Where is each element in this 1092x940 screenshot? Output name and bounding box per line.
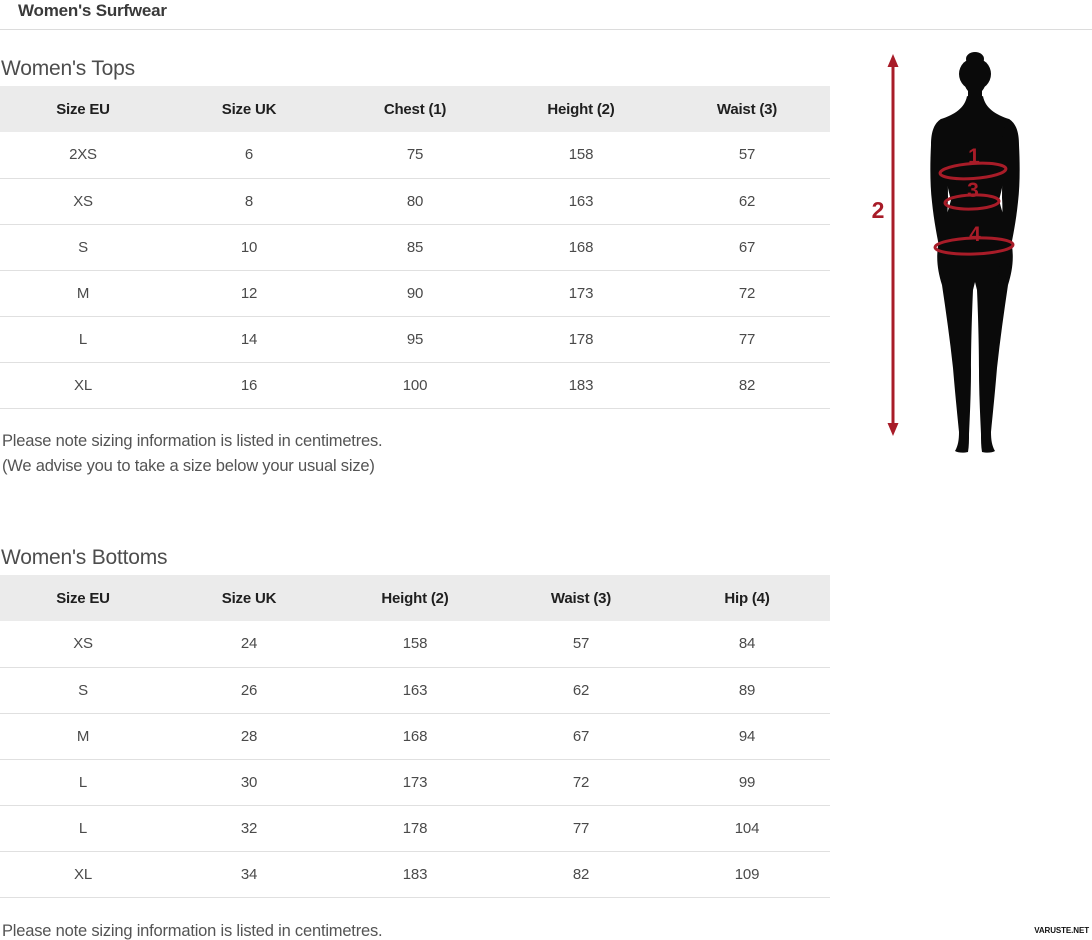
size-cell: 82 (664, 362, 830, 408)
size-cell: XL (0, 362, 166, 408)
table-row (0, 224, 830, 270)
size-cell: 163 (332, 667, 498, 713)
size-cell: 168 (332, 713, 498, 759)
size-cell: 183 (332, 851, 498, 897)
table-row (0, 270, 830, 316)
column-header-height: Height (2) (332, 575, 498, 621)
size-cell: 67 (498, 713, 664, 759)
column-header-hip: Hip (4) (664, 575, 830, 621)
table-row (0, 621, 830, 667)
watermark: VARUSTE.NET (1034, 926, 1089, 935)
height-arrow (888, 54, 899, 436)
size-cell: 85 (332, 224, 498, 270)
header-row (0, 575, 830, 621)
title-divider (0, 29, 1092, 30)
height-label: 2 (871, 197, 885, 223)
table-row (0, 178, 830, 224)
size-cell: 163 (498, 178, 664, 224)
size-cell: XS (0, 621, 166, 667)
size-cell: 168 (498, 224, 664, 270)
column-header-size-eu: Size EU (0, 86, 166, 132)
size-cell: L (0, 759, 166, 805)
size-cell: 90 (332, 270, 498, 316)
bottoms-size-table (0, 575, 830, 898)
size-cell: 16 (166, 362, 332, 408)
size-cell: L (0, 316, 166, 362)
size-cell: 82 (498, 851, 664, 897)
page-title: Women's Surfwear (18, 1, 167, 20)
column-header-waist: Waist (3) (498, 575, 664, 621)
table-row (0, 132, 830, 178)
size-cell: 8 (166, 178, 332, 224)
column-header-size-uk: Size UK (166, 575, 332, 621)
female-silhouette-diagram (858, 50, 1092, 460)
size-cell: 6 (166, 132, 332, 178)
bottoms-note (2, 919, 382, 940)
size-cell: 14 (166, 316, 332, 362)
table-row (0, 316, 830, 362)
column-header-waist: Waist (3) (664, 86, 830, 132)
size-cell: 57 (498, 621, 664, 667)
bottoms-table-header (0, 575, 830, 621)
size-cell: S (0, 224, 166, 270)
header-row (0, 86, 830, 132)
size-cell: XS (0, 178, 166, 224)
column-header-chest: Chest (1) (332, 86, 498, 132)
table-row (0, 667, 830, 713)
body-measurement-figure (858, 50, 1092, 460)
column-header-height: Height (2) (498, 86, 664, 132)
size-cell: L (0, 805, 166, 851)
size-cell: 34 (166, 851, 332, 897)
size-cell: 84 (664, 621, 830, 667)
size-cell: 72 (664, 270, 830, 316)
note-line-units: Please note sizing information is listed in centimetres. (2, 922, 383, 940)
size-cell: 104 (664, 805, 830, 851)
size-cell: 173 (498, 270, 664, 316)
size-cell: 62 (664, 178, 830, 224)
column-header-size-uk: Size UK (166, 86, 332, 132)
column-header-size-eu: Size EU (0, 575, 166, 621)
size-cell: 99 (664, 759, 830, 805)
bottoms-table-body (0, 621, 830, 897)
size-cell: M (0, 713, 166, 759)
size-cell: 67 (664, 224, 830, 270)
size-cell: 80 (332, 178, 498, 224)
size-cell: 26 (166, 667, 332, 713)
size-cell: S (0, 667, 166, 713)
waist-label: 3 (967, 179, 979, 202)
table-row (0, 362, 830, 408)
size-cell: 10 (166, 224, 332, 270)
tops-table-header (0, 86, 830, 132)
size-cell: 94 (664, 713, 830, 759)
size-cell: 178 (332, 805, 498, 851)
tops-note (2, 429, 382, 479)
bottoms-section-heading: Women's Bottoms (1, 546, 168, 569)
table-row (0, 805, 830, 851)
size-cell: 77 (664, 316, 830, 362)
size-cell: 72 (498, 759, 664, 805)
size-cell: 178 (498, 316, 664, 362)
size-cell: 100 (332, 362, 498, 408)
size-cell: 32 (166, 805, 332, 851)
tops-table-body (0, 132, 830, 408)
hip-label: 4 (969, 223, 981, 246)
size-cell: 183 (498, 362, 664, 408)
note-line-advice: (We advise you to take a size below your usual size) (2, 457, 375, 475)
table-row (0, 759, 830, 805)
size-cell: 2XS (0, 132, 166, 178)
size-cell: 109 (664, 851, 830, 897)
size-cell: 75 (332, 132, 498, 178)
size-cell: 57 (664, 132, 830, 178)
size-cell: 158 (498, 132, 664, 178)
size-cell: 24 (166, 621, 332, 667)
size-cell: M (0, 270, 166, 316)
size-cell: 77 (498, 805, 664, 851)
size-cell: 28 (166, 713, 332, 759)
table-row (0, 851, 830, 897)
table-row (0, 713, 830, 759)
size-cell: 12 (166, 270, 332, 316)
size-cell: 173 (332, 759, 498, 805)
chest-label: 1 (968, 145, 980, 168)
size-cell: 89 (664, 667, 830, 713)
size-cell: XL (0, 851, 166, 897)
size-cell: 158 (332, 621, 498, 667)
size-cell: 30 (166, 759, 332, 805)
note-line-units: Please note sizing information is listed in centimetres. (2, 432, 383, 450)
size-cell: 95 (332, 316, 498, 362)
tops-size-table (0, 86, 830, 409)
size-cell: 62 (498, 667, 664, 713)
tops-section-heading: Women's Tops (1, 57, 135, 80)
